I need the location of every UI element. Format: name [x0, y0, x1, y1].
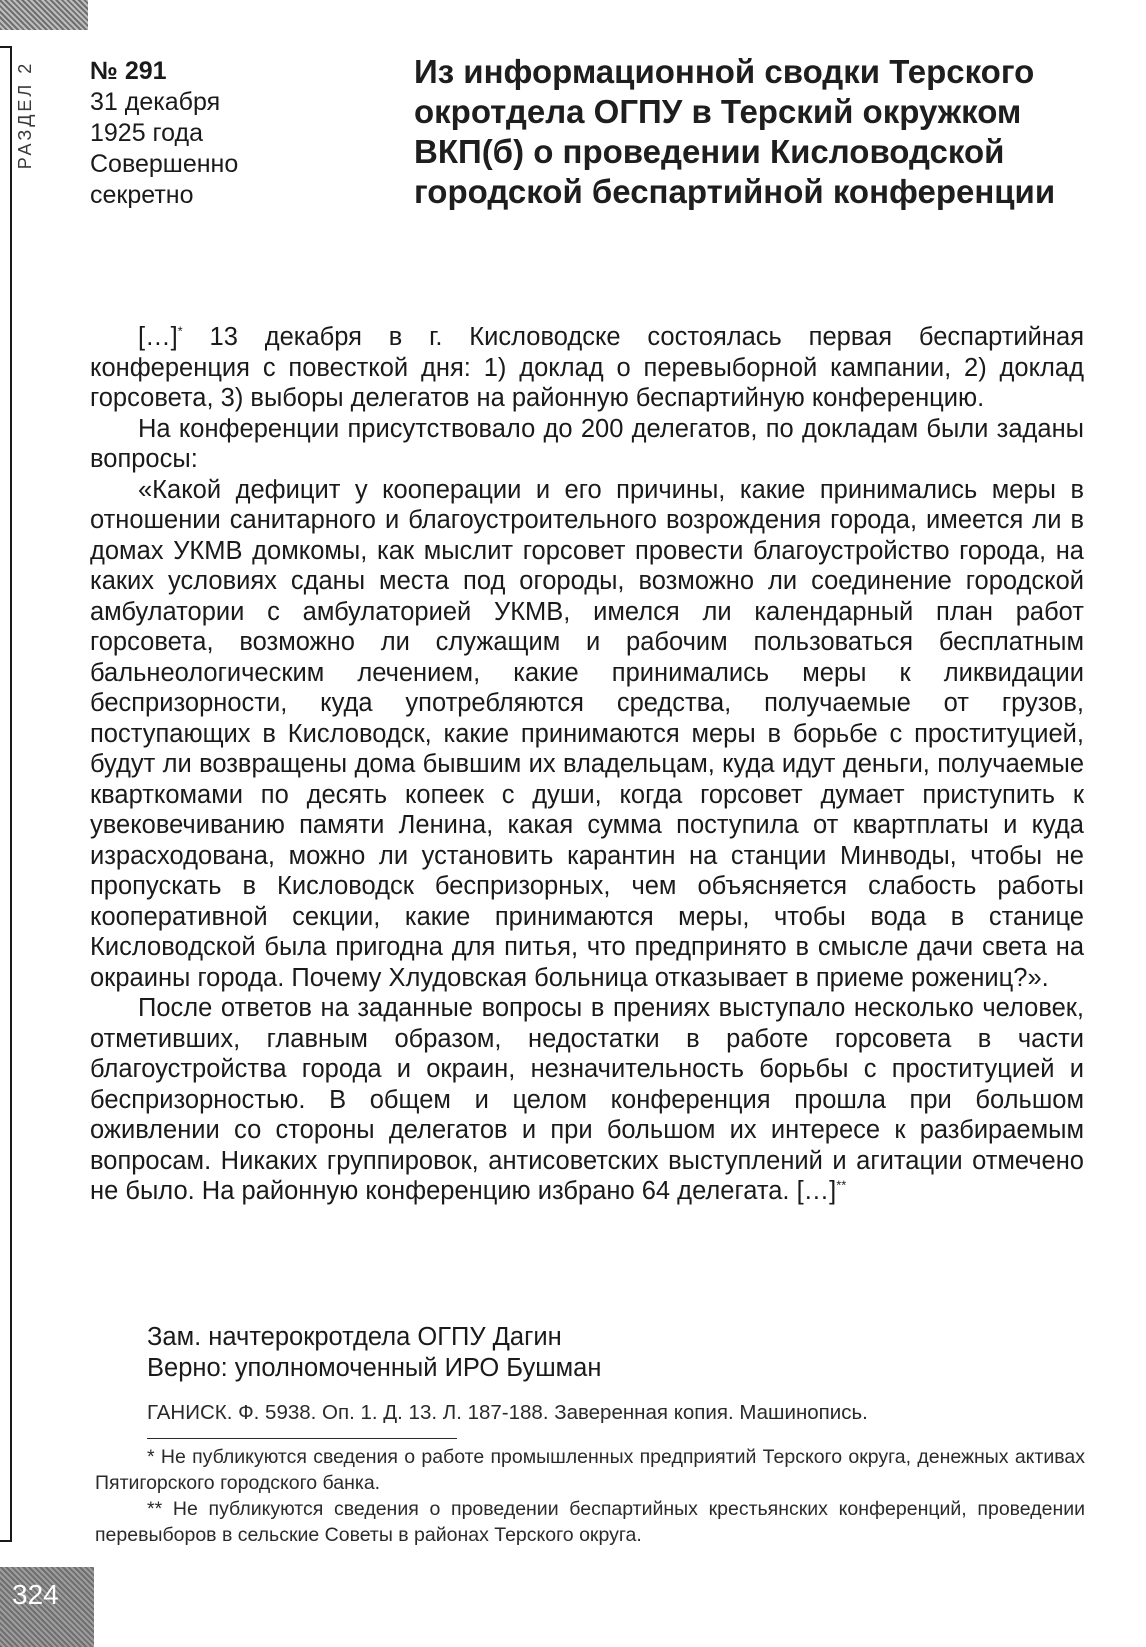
signature-block	[147, 1322, 1047, 1384]
body-paragraph-3: «Какой дефицит у кооперации и его причины, какие принимались меры в отношении санитарного и благоустроительного возрождения города, имеется ли в домах УКМВ домкомы, как мыслит горсовет провести благоустройство города, на каких условиях сданы места под огороды, возможно ли соединение городской амбулатории с амбулаторией УКМВ, имелся ли календарный план работ горсовета, возможно ли служащим и рабочим пользоваться бесплатным бальнеологическим лечением, какие принимались меры к ликвидации беспризорности, куда употребляются средства, получаемые от грузов, поступающих в Кисловодск, какие принимаются меры в борьбе с проституцией, будут ли возвращены дома бывшим их владельцам, куда идут деньги, получаемые кварткомами по десять копеек с души, когда горсовет думает приступить к увековечиванию памяти Ленина, какая сумма поступила от квартплаты и куда израсходована, можно ли установить карантин на станции Минводы, чтобы не пропускать в Кисловодск беспризорных, чем объясняется слабость работы кооперативной секции, какие принимаются меры, чтобы вода в станице Кисловодской была пригодна для питья, что предпринято в смысле дачи света на окраины города. Почему Хлудовская больница отказывает в приеме рожениц?».	[90, 475, 1084, 992]
section-label-text: РАЗДЕЛ 2	[15, 60, 35, 170]
document-date-line1: 31 декабря	[90, 88, 221, 116]
footnote-divider	[147, 1438, 457, 1439]
archive-source: ГАНИСК. Ф. 5938. Оп. 1. Д. 13. Л. 187-188. Заверенная копия. Машинопись.	[147, 1401, 868, 1424]
document-date	[90, 87, 390, 149]
section-label	[10, 50, 40, 180]
body-paragraph-1	[90, 322, 1084, 414]
body-paragraph-4	[90, 993, 1084, 1207]
section-bracket	[0, 46, 12, 1542]
page-number: 324	[12, 1579, 59, 1610]
document-classification	[90, 149, 390, 211]
body-paragraph-1-text: 13 декабря в г. Кисловодске состоялась первая беспартийная конференция с повесткой дня: 1) доклад о перевыборной кампании, 2) доклад горсовета, 3) выборы делегатов на районную беспартийную конференцию.	[90, 323, 1084, 412]
document-title: Из информационной сводки Терского окротдела ОГПУ в Терский окружком ВКП(б) о проведении Кисловодской городской беспартийной конференции	[414, 53, 1056, 210]
footnote-2: ** Не публикуются сведения о проведении беспартийных крестьянских конференций, проведении перевыборов в сельские Советы в районах Терского округа.	[95, 1498, 1085, 1546]
classification-line2: секретно	[90, 181, 194, 209]
classification-line1: Совершенно	[90, 150, 239, 178]
footnote-1: * Не публикуются сведения о работе промышленных предприятий Терского округа, денежных активах Пятигорского городского банка.	[95, 1446, 1085, 1494]
body-paragraph-2: На конференции присутствовало до 200 делегатов, по докладам были заданы вопросы:	[90, 414, 1084, 473]
signature-line-1: Зам. начтерокротдела ОГПУ Дагин	[147, 1323, 562, 1351]
omission-mark: […]	[138, 323, 178, 351]
signature-line-2: Верно: уполномоченный ИРО Бушман	[147, 1354, 602, 1382]
document-date-line2: 1925 года	[90, 119, 203, 147]
document-body	[90, 322, 1084, 1207]
footnotes	[95, 1444, 1085, 1548]
page-number-box	[0, 1567, 94, 1647]
footnote-ref-2: **	[836, 1177, 847, 1193]
top-hatch-decoration	[0, 0, 88, 30]
document-meta	[90, 56, 390, 211]
footnote-ref-1: *	[177, 323, 183, 339]
document-number: № 291	[90, 57, 167, 85]
body-paragraph-4-text: После ответов на заданные вопросы в прениях выступало несколько человек, отметивших, главным образом, недостатки в работе горсовета в части благоустройства города и окраин, незначительность борьбы с проституцией и беспризорностью. В общем и целом конференция прошла при большом оживлении со стороны делегатов и при большом их интересе к разбираемым вопросам. Никаких группировок, антисоветских выступлений и агитации отмечено не было. На районную конференцию избрано 64 делегата. […]	[90, 994, 1084, 1205]
